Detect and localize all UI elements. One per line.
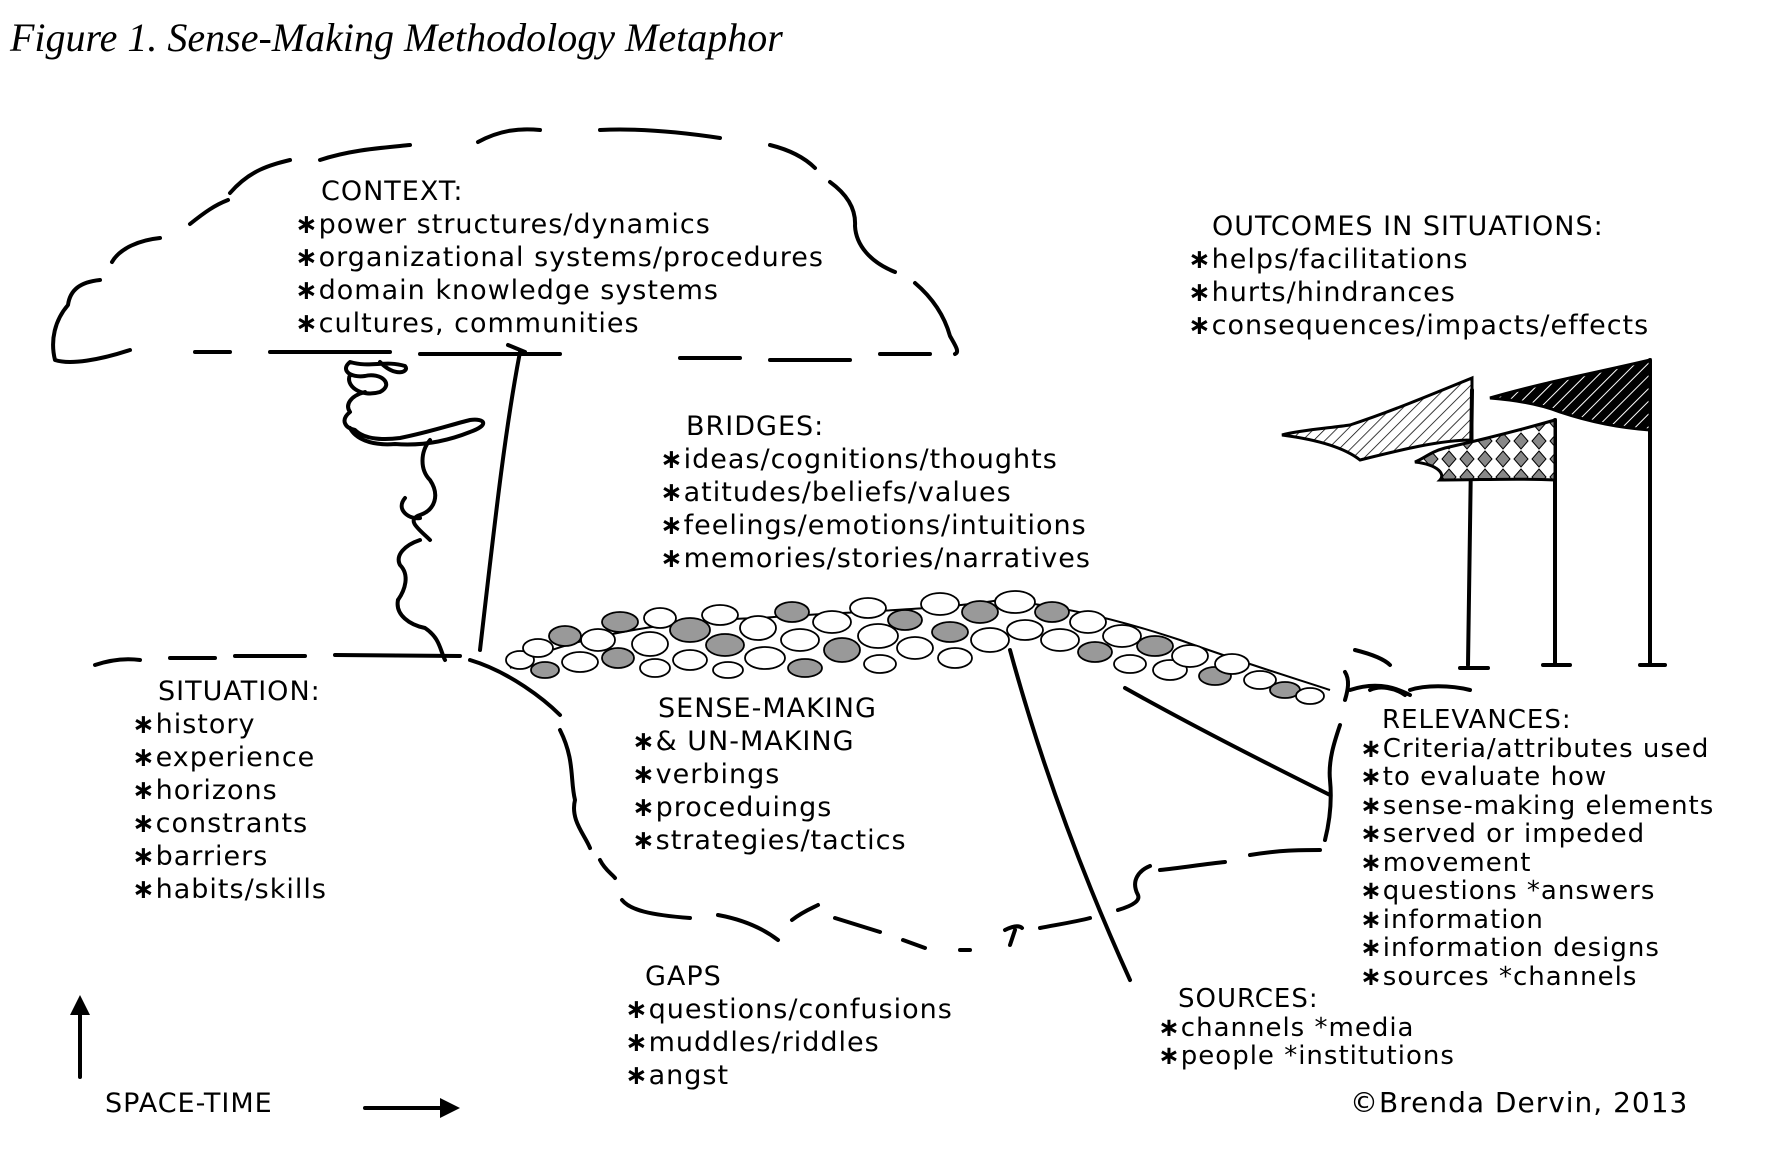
context-item: ∗ power structures/dynamics	[295, 208, 824, 241]
situation-item: ∗ constrants	[132, 807, 327, 840]
sources-block	[1158, 985, 1455, 1071]
head-profile	[345, 345, 525, 660]
outcomes-item: ∗ hurts/hindrances	[1188, 276, 1649, 309]
right-arrow-head	[440, 1098, 460, 1118]
copyright: ©Brenda Dervin, 2013	[1350, 1086, 1689, 1119]
relevances-item: ∗ sense-making elements	[1360, 792, 1714, 821]
space-time-label: SPACE-TIME	[105, 1088, 273, 1119]
figure-title: Figure 1. Sense-Making Methodology Metaphor	[10, 15, 783, 60]
gaps-heading: GAPS	[645, 961, 722, 992]
bridges-item: ∗ feelings/emotions/intuitions	[660, 509, 1091, 542]
outcomes-item: ∗ helps/facilitations	[1188, 243, 1649, 276]
relevances-item: ∗ information designs	[1360, 934, 1714, 963]
relevances-block	[1360, 706, 1714, 991]
relevances-item: ∗ served or impeded	[1360, 820, 1714, 849]
relevances-item: ∗ questions *answers	[1360, 877, 1714, 906]
context-item: ∗ organizational systems/procedures	[295, 241, 824, 274]
gaps-item: ∗ muddles/riddles	[625, 1026, 953, 1059]
gaps-item: ∗ questions/confusions	[625, 993, 953, 1026]
relevances-item: ∗ movement	[1360, 849, 1714, 878]
relevances-heading: RELEVANCES:	[1382, 705, 1572, 735]
situation-heading: SITUATION:	[158, 676, 321, 707]
bridges-item: ∗ atitudes/beliefs/values	[660, 476, 1091, 509]
situation-item: ∗ horizons	[132, 774, 327, 807]
context-heading: CONTEXT:	[321, 176, 464, 207]
sources-item: ∗ people *institutions	[1158, 1042, 1455, 1071]
context-block	[295, 175, 824, 340]
context-item: ∗ domain knowledge systems	[295, 274, 824, 307]
bridges-heading: BRIDGES:	[686, 411, 825, 442]
flag-dark	[1490, 360, 1650, 430]
sense-making-item: ∗ & UN-MAKING	[632, 725, 907, 758]
situation-item: ∗ barriers	[132, 840, 327, 873]
relevances-item: ∗ information	[1360, 906, 1714, 935]
gaps-block	[625, 960, 953, 1092]
outcomes-heading: OUTCOMES IN SITUATIONS:	[1212, 211, 1604, 242]
gaps-item: ∗ angst	[625, 1059, 953, 1092]
relevances-item: ∗ to evaluate how	[1360, 763, 1714, 792]
situation-item: ∗ experience	[132, 741, 327, 774]
situation-block	[132, 675, 327, 906]
bridges-block	[660, 410, 1091, 575]
bridges-item: ∗ memories/stories/narratives	[660, 542, 1091, 575]
sources-item: ∗ channels *media	[1158, 1014, 1455, 1043]
sense-making-item: ∗ strategies/tactics	[632, 824, 907, 857]
relevances-item: ∗ sources *channels	[1360, 963, 1714, 992]
bridges-item: ∗ ideas/cognitions/thoughts	[660, 443, 1091, 476]
sense-making-item: ∗ proceduings	[632, 791, 907, 824]
relevances-item: ∗ Criteria/attributes used	[1360, 735, 1714, 764]
situation-item: ∗ history	[132, 708, 327, 741]
outcomes-item: ∗ consequences/impacts/effects	[1188, 309, 1649, 342]
up-arrow-head	[70, 995, 90, 1015]
situation-item: ∗ habits/skills	[132, 873, 327, 906]
sources-heading: SOURCES:	[1178, 984, 1319, 1014]
sense-making-heading: SENSE-MAKING	[658, 693, 877, 724]
bridge-supports	[1010, 650, 1410, 980]
context-item: ∗ cultures, communities	[295, 307, 824, 340]
sense-making-block	[632, 692, 907, 857]
outcomes-block	[1188, 210, 1649, 342]
sense-making-item: ∗ verbings	[632, 758, 907, 791]
stone-bridge	[506, 591, 1330, 704]
